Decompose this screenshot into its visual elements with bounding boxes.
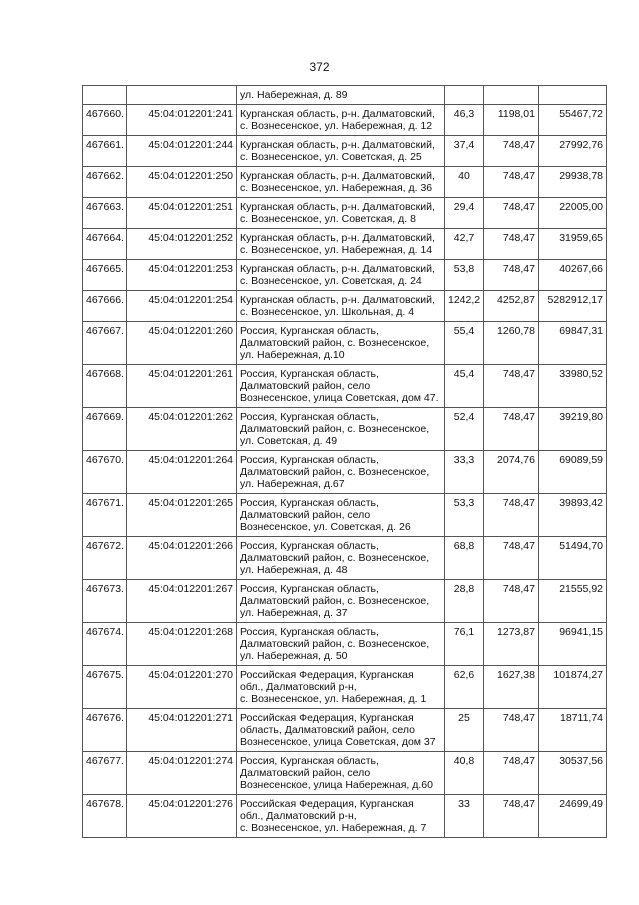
unit-value-cell: 4252,87 xyxy=(484,291,539,322)
address-cell: Россия, Курганская область, Далматовский район, с. Вознесенское, ул. Набережная, д.67 xyxy=(237,451,445,494)
record-number-cell: 467676. xyxy=(83,709,127,752)
table-row xyxy=(83,666,607,709)
area-cell: 40,8 xyxy=(445,752,484,795)
record-number-cell: 467668. xyxy=(83,365,127,408)
unit-value-cell: 1198,01 xyxy=(484,105,539,136)
unit-value-cell: 1260,78 xyxy=(484,322,539,365)
cadastral-number-cell: 45:04:012201:265 xyxy=(127,494,237,537)
cadastral-value-cell: 39219,80 xyxy=(539,408,607,451)
area-cell: 62,6 xyxy=(445,666,484,709)
area-cell: 33,3 xyxy=(445,451,484,494)
cadastral-number-cell: 45:04:012201:254 xyxy=(127,291,237,322)
table-row xyxy=(83,709,607,752)
table-row xyxy=(83,365,607,408)
address-cell: Россия, Курганская область, Далматовский район, с. Вознесенское, ул. Набережная, д. 50 xyxy=(237,623,445,666)
cadastral-value-cell: 39893,42 xyxy=(539,494,607,537)
area-cell: 29,4 xyxy=(445,198,484,229)
address-cell: Курганская область, р-н. Далматовский, с. Вознесенское, ул. Школьная, д. 4 xyxy=(237,291,445,322)
area-cell: 28,8 xyxy=(445,580,484,623)
area-cell: 1242,2 xyxy=(445,291,484,322)
cadastral-number-cell: 45:04:012201:264 xyxy=(127,451,237,494)
table-row xyxy=(83,260,607,291)
unit-value-cell: 748,47 xyxy=(484,408,539,451)
record-number-cell: 467675. xyxy=(83,666,127,709)
cadastral-value-cell: 29938,78 xyxy=(539,167,607,198)
record-number-cell: 467673. xyxy=(83,580,127,623)
cadastral-number-cell: 45:04:012201:253 xyxy=(127,260,237,291)
record-number-cell: 467678. xyxy=(83,795,127,838)
cadastral-number-cell: 45:04:012201:250 xyxy=(127,167,237,198)
address-cell: Россия, Курганская область, Далматовский район, село Вознесенское, улица Советская, дом 47. xyxy=(237,365,445,408)
area-cell: 37,4 xyxy=(445,136,484,167)
unit-value-cell: 748,47 xyxy=(484,198,539,229)
area-cell: 68,8 xyxy=(445,537,484,580)
table-row xyxy=(83,322,607,365)
cadastral-number-cell: 45:04:012201:262 xyxy=(127,408,237,451)
unit-value-cell: 748,47 xyxy=(484,167,539,198)
area-cell: 55,4 xyxy=(445,322,484,365)
record-number-cell: 467672. xyxy=(83,537,127,580)
area-cell: 40 xyxy=(445,167,484,198)
table-row xyxy=(83,291,607,322)
cadastral-value-cell: 51494,70 xyxy=(539,537,607,580)
address-cell: Россия, Курганская область, Далматовский район, с. Вознесенское, ул. Набережная, д. 48 xyxy=(237,537,445,580)
unit-value-cell: 748,47 xyxy=(484,260,539,291)
table-row xyxy=(83,623,607,666)
cadastral-value-cell: 5282912,17 xyxy=(539,291,607,322)
area-cell xyxy=(445,86,484,105)
record-number-cell xyxy=(83,86,127,105)
cadastral-value-cell: 22005,00 xyxy=(539,198,607,229)
unit-value-cell: 748,47 xyxy=(484,752,539,795)
record-number-cell: 467661. xyxy=(83,136,127,167)
cadastral-number-cell: 45:04:012201:260 xyxy=(127,322,237,365)
cadastral-number-cell: 45:04:012201:241 xyxy=(127,105,237,136)
cadastral-number-cell: 45:04:012201:276 xyxy=(127,795,237,838)
unit-value-cell: 1627,38 xyxy=(484,666,539,709)
cadastral-value-cell: 27992,76 xyxy=(539,136,607,167)
cadastral-value-cell: 18711,74 xyxy=(539,709,607,752)
address-cell: Россия, Курганская область, Далматовский район, с. Вознесенское, ул. Советская, д. 49 xyxy=(237,408,445,451)
unit-value-cell: 748,47 xyxy=(484,795,539,838)
record-number-cell: 467662. xyxy=(83,167,127,198)
table-row xyxy=(83,795,607,838)
cadastral-value-cell: 33980,52 xyxy=(539,365,607,408)
cadastral-value-cell: 40267,66 xyxy=(539,260,607,291)
cadastral-number-cell: 45:04:012201:268 xyxy=(127,623,237,666)
area-cell: 53,3 xyxy=(445,494,484,537)
cadastral-number-cell: 45:04:012201:267 xyxy=(127,580,237,623)
address-cell: Курганская область, р-н. Далматовский, с. Вознесенское, ул. Советская, д. 8 xyxy=(237,198,445,229)
record-number-cell: 467671. xyxy=(83,494,127,537)
cadastral-value-cell: 24699,49 xyxy=(539,795,607,838)
unit-value-cell: 748,47 xyxy=(484,494,539,537)
table-row xyxy=(83,537,607,580)
unit-value-cell: 748,47 xyxy=(484,580,539,623)
table-row xyxy=(83,167,607,198)
unit-value-cell: 748,47 xyxy=(484,365,539,408)
area-cell: 42,7 xyxy=(445,229,484,260)
cadastral-value-cell: 96941,15 xyxy=(539,623,607,666)
cadastral-number-cell: 45:04:012201:252 xyxy=(127,229,237,260)
area-cell: 45,4 xyxy=(445,365,484,408)
record-number-cell: 467660. xyxy=(83,105,127,136)
cadastral-value-cell: 31959,65 xyxy=(539,229,607,260)
unit-value-cell: 748,47 xyxy=(484,709,539,752)
cadastral-number-cell: 45:04:012201:266 xyxy=(127,537,237,580)
cadastral-number-cell: 45:04:012201:274 xyxy=(127,752,237,795)
cadastral-number-cell: 45:04:012201:251 xyxy=(127,198,237,229)
address-cell: Россия, Курганская область, Далматовский район, с. Вознесенское, ул. Набережная, д.10 xyxy=(237,322,445,365)
cadastral-value-cell: 101874,27 xyxy=(539,666,607,709)
cadastral-number-cell: 45:04:012201:271 xyxy=(127,709,237,752)
address-cell: Россия, Курганская область, Далматовский район, с. Вознесенское, ул. Набережная, д. 37 xyxy=(237,580,445,623)
table-row xyxy=(83,580,607,623)
record-number-cell: 467667. xyxy=(83,322,127,365)
cadastral-number-cell: 45:04:012201:261 xyxy=(127,365,237,408)
table-row xyxy=(83,408,607,451)
area-cell: 53,8 xyxy=(445,260,484,291)
address-cell: Курганская область, р-н. Далматовский, с. Вознесенское, ул. Советская, д. 24 xyxy=(237,260,445,291)
cadastral-value-cell xyxy=(539,86,607,105)
unit-value-cell: 748,47 xyxy=(484,136,539,167)
address-cell: Российская Федерация, Курганская обл., Далматовский р-н, с. Вознесенское, ул. Набережная, д. 7 xyxy=(237,795,445,838)
table-row xyxy=(83,752,607,795)
cadastral-number-cell: 45:04:012201:244 xyxy=(127,136,237,167)
area-cell: 76,1 xyxy=(445,623,484,666)
record-number-cell: 467665. xyxy=(83,260,127,291)
cadastral-value-cell: 69089,59 xyxy=(539,451,607,494)
unit-value-cell: 748,47 xyxy=(484,537,539,580)
record-number-cell: 467666. xyxy=(83,291,127,322)
unit-value-cell xyxy=(484,86,539,105)
table-body xyxy=(83,86,607,838)
address-cell: Российская Федерация, Курганская область, Далматовский район, село Вознесенское, улица Советская, дом 37 xyxy=(237,709,445,752)
table-row xyxy=(83,136,607,167)
record-number-cell: 467674. xyxy=(83,623,127,666)
address-cell: Россия, Курганская область, Далматовский район, село Вознесенское, ул. Советская, д. 26 xyxy=(237,494,445,537)
cadastral-value-cell: 69847,31 xyxy=(539,322,607,365)
address-cell: Курганская область, р-н. Далматовский, с. Вознесенское, ул. Набережная, д. 12 xyxy=(237,105,445,136)
record-number-cell: 467664. xyxy=(83,229,127,260)
table-row xyxy=(83,105,607,136)
area-cell: 52,4 xyxy=(445,408,484,451)
address-cell: ул. Набережная, д. 89 xyxy=(237,86,445,105)
area-cell: 33 xyxy=(445,795,484,838)
area-cell: 46,3 xyxy=(445,105,484,136)
record-number-cell: 467670. xyxy=(83,451,127,494)
area-cell: 25 xyxy=(445,709,484,752)
address-cell: Российская Федерация, Курганская обл., Далматовский р-н, с. Вознесенское, ул. Набережная, д. 1 xyxy=(237,666,445,709)
cadastral-value-cell: 21555,92 xyxy=(539,580,607,623)
cadastral-number-cell: 45:04:012201:270 xyxy=(127,666,237,709)
record-number-cell: 467669. xyxy=(83,408,127,451)
table-row xyxy=(83,494,607,537)
cadastral-value-cell: 30537,56 xyxy=(539,752,607,795)
unit-value-cell: 1273,87 xyxy=(484,623,539,666)
address-cell: Курганская область, р-н. Далматовский, с. Вознесенское, ул. Набережная, д. 36 xyxy=(237,167,445,198)
address-cell: Курганская область, р-н. Далматовский, с. Вознесенское, ул. Набережная, д. 14 xyxy=(237,229,445,260)
table-row xyxy=(83,451,607,494)
cadastral-value-cell: 55467,72 xyxy=(539,105,607,136)
unit-value-cell: 2074,76 xyxy=(484,451,539,494)
record-number-cell: 467663. xyxy=(83,198,127,229)
cadastral-number-cell xyxy=(127,86,237,105)
record-number-cell: 467677. xyxy=(83,752,127,795)
table-row xyxy=(83,86,607,105)
page-number: 372 xyxy=(309,60,330,74)
address-cell: Курганская область, р-н. Далматовский, с. Вознесенское, ул. Советская, д. 25 xyxy=(237,136,445,167)
table-row xyxy=(83,229,607,260)
address-cell: Россия, Курганская область, Далматовский район, село Вознесенское, улица Набережная, д.60 xyxy=(237,752,445,795)
property-registry-table xyxy=(82,85,607,838)
table-row xyxy=(83,198,607,229)
unit-value-cell: 748,47 xyxy=(484,229,539,260)
